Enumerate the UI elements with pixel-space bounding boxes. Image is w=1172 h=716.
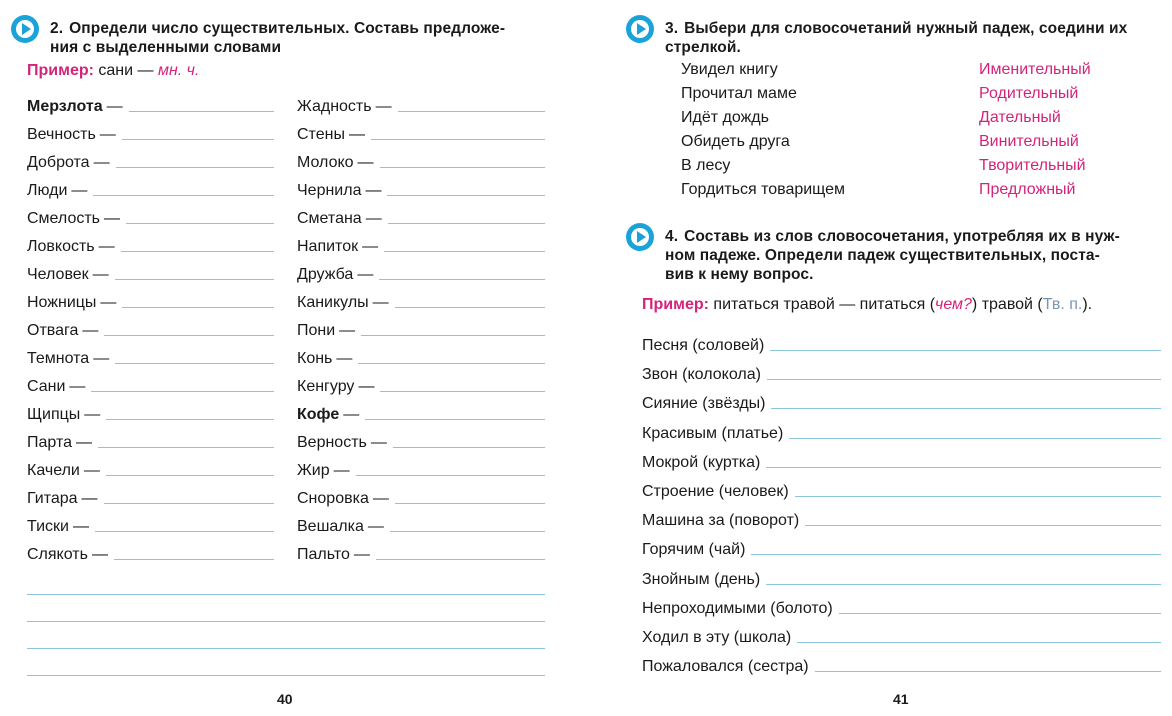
- phrase-label: Машина за (поворот): [642, 512, 800, 530]
- word-row: [297, 262, 545, 284]
- word-label: Кенгуру: [297, 378, 355, 395]
- phrase-label: Звон (колокола): [642, 366, 761, 384]
- answer-line[interactable]: [770, 350, 1161, 351]
- dash: —: [372, 294, 389, 311]
- dash: —: [367, 518, 384, 535]
- answer-line[interactable]: [115, 363, 274, 364]
- dash: —: [357, 154, 374, 171]
- word-row: [27, 150, 274, 172]
- word-row: [297, 542, 545, 564]
- dash: —: [362, 238, 379, 255]
- answer-line[interactable]: [839, 613, 1161, 614]
- word-label: Чернила: [297, 182, 362, 199]
- answer-line[interactable]: [815, 671, 1161, 672]
- task-marker-icon: [10, 14, 40, 44]
- dash: —: [92, 266, 109, 283]
- answer-line[interactable]: [106, 475, 274, 476]
- answer-line[interactable]: [358, 363, 545, 364]
- dash: —: [76, 434, 92, 451]
- answer-line[interactable]: [387, 195, 545, 196]
- answer-line[interactable]: [384, 251, 545, 252]
- word-row: [27, 486, 274, 508]
- case-item[interactable]: Творительный: [979, 157, 1086, 174]
- answer-line[interactable]: [95, 531, 274, 532]
- word-label: Ножницы: [27, 294, 97, 311]
- answer-line[interactable]: [395, 307, 545, 308]
- dash: —: [83, 462, 100, 479]
- word-row: [27, 318, 274, 340]
- word-row: [297, 94, 545, 116]
- word-label: Отвага: [27, 322, 79, 339]
- dash: —: [81, 490, 98, 507]
- answer-line[interactable]: [805, 525, 1161, 526]
- task-marker-icon: [625, 14, 655, 44]
- dash: —: [100, 294, 117, 311]
- answer-line[interactable]: [104, 335, 274, 336]
- phrase-exercise-row: [642, 508, 1161, 530]
- page-number: 41: [893, 691, 909, 707]
- dash: —: [106, 98, 123, 115]
- phrase-item[interactable]: Обидеть друга: [681, 133, 790, 150]
- word-row: [27, 290, 274, 312]
- answer-line[interactable]: [388, 223, 545, 224]
- dash: —: [365, 182, 382, 199]
- word-row: [297, 206, 545, 228]
- answer-line[interactable]: [797, 642, 1161, 643]
- word-label: Человек: [27, 266, 89, 283]
- dash: —: [365, 210, 382, 227]
- dash: —: [333, 462, 350, 479]
- answer-line[interactable]: [379, 279, 545, 280]
- word-label: Пальто: [297, 546, 350, 563]
- word-row: [297, 150, 545, 172]
- task-marker-icon: [625, 222, 655, 252]
- answer-line[interactable]: [98, 447, 274, 448]
- word-row: [27, 542, 274, 564]
- answer-line[interactable]: [121, 251, 274, 252]
- dash: —: [93, 350, 110, 367]
- word-label: Вечность: [27, 126, 96, 143]
- word-row: [27, 402, 274, 424]
- phrase-label: Пожаловался (сестра): [642, 658, 809, 676]
- dash: —: [343, 406, 360, 423]
- task4-title: 4. Составь из слов словосочетания, употребляя их в нуж- ном падеже. Определи падеж существительных, поста- вив к нему вопрос.: [665, 228, 1120, 283]
- phrase-label: Знойным (день): [642, 570, 761, 588]
- answer-line[interactable]: [795, 496, 1161, 497]
- phrase-exercise-row: [642, 625, 1161, 647]
- dash: —: [82, 322, 99, 339]
- word-label: Верность: [297, 434, 367, 451]
- phrase-item[interactable]: Увидел книгу: [681, 61, 778, 78]
- word-row: [297, 178, 545, 200]
- phrase-label: Красивым (платье): [642, 424, 784, 442]
- answer-line[interactable]: [106, 419, 274, 420]
- phrase-exercise-row: [642, 596, 1161, 618]
- case-item[interactable]: Именительный: [979, 61, 1091, 78]
- dash: —: [348, 126, 365, 143]
- dash: —: [72, 518, 89, 535]
- answer-line[interactable]: [27, 648, 545, 649]
- phrase-exercise-row: [642, 479, 1161, 501]
- word-row: [27, 514, 274, 536]
- word-label: Тиски: [27, 518, 69, 535]
- answer-line[interactable]: [356, 475, 545, 476]
- word-row: [297, 486, 545, 508]
- word-row: [27, 346, 274, 368]
- phrase-label: Ходил в эту (школа): [642, 629, 792, 646]
- task2-example: Пример: сани — мн. ч.: [27, 62, 200, 79]
- page-number: 40: [277, 691, 293, 707]
- phrase-exercise-row: [642, 333, 1161, 355]
- word-row: [27, 206, 274, 228]
- phrase-exercise-row: [642, 654, 1161, 676]
- phrase-item[interactable]: Идёт дождь: [681, 109, 769, 126]
- task2-title: 2. Определи число существительных. Составь предложе- ния с выделенными словами: [50, 20, 506, 56]
- word-label: Ловкость: [27, 238, 95, 255]
- word-label: Темнота: [27, 350, 90, 367]
- answer-line[interactable]: [767, 379, 1161, 380]
- answer-line[interactable]: [93, 195, 274, 196]
- word-label: Каникулы: [297, 294, 369, 311]
- answer-line[interactable]: [114, 559, 274, 560]
- phrase-label: Непроходимыми (болото): [642, 599, 833, 617]
- answer-line[interactable]: [361, 335, 545, 336]
- case-item[interactable]: Дательный: [979, 109, 1061, 126]
- dash: —: [98, 238, 115, 255]
- dash: —: [93, 154, 110, 171]
- answer-line[interactable]: [789, 438, 1161, 439]
- word-label: Конь: [297, 350, 333, 367]
- answer-line[interactable]: [27, 621, 545, 622]
- word-label: Кофе: [297, 406, 340, 423]
- word-row: [297, 290, 545, 312]
- answer-line[interactable]: [751, 554, 1161, 555]
- word-row: [27, 430, 274, 452]
- word-label: Мерзлота: [27, 98, 103, 115]
- word-label: Гитара: [27, 490, 78, 507]
- answer-line[interactable]: [371, 139, 545, 140]
- word-row: [297, 234, 545, 256]
- word-row: [297, 318, 545, 340]
- dash: —: [370, 434, 387, 451]
- answer-line[interactable]: [398, 111, 545, 112]
- case-item[interactable]: Родительный: [979, 85, 1079, 102]
- word-label: Доброта: [27, 154, 90, 171]
- phrase-exercise-row: [642, 362, 1161, 384]
- word-label: Жадность: [297, 98, 372, 115]
- task3-title: 3. Выбери для словосочетаний нужный падеж, соедини их стрелкой.: [665, 20, 1128, 56]
- word-row: [297, 346, 545, 368]
- phrase-label: Сияние (звёзды): [642, 395, 766, 413]
- word-label: Молоко: [297, 154, 354, 171]
- answer-line[interactable]: [380, 167, 545, 168]
- word-row: [27, 178, 274, 200]
- answer-line[interactable]: [393, 447, 545, 448]
- dash: —: [91, 546, 108, 563]
- phrase-label: Мокрой (куртка): [642, 453, 761, 471]
- phrase-exercise-row: [642, 421, 1161, 443]
- dash: —: [339, 322, 356, 339]
- answer-line[interactable]: [122, 307, 274, 308]
- word-row: [297, 430, 545, 452]
- word-label: Качели: [27, 462, 80, 479]
- dash: —: [104, 210, 120, 227]
- word-row: [297, 514, 545, 536]
- phrase-label: Горячим (чай): [642, 541, 746, 559]
- word-row: [297, 458, 545, 480]
- answer-line[interactable]: [27, 594, 545, 595]
- dash: —: [336, 350, 353, 367]
- word-label: Щипцы: [27, 406, 81, 423]
- phrase-exercise-row: [642, 450, 1161, 472]
- word-row: [27, 234, 274, 256]
- word-row: [27, 374, 274, 396]
- answer-line[interactable]: [129, 111, 274, 112]
- phrase-item[interactable]: Прочитал маме: [681, 85, 797, 102]
- answer-line[interactable]: [380, 391, 545, 392]
- task4-example: Пример: питаться травой — питаться (чем?) травой (Тв. п.).: [642, 296, 1093, 313]
- dash: —: [358, 378, 375, 395]
- word-row: [27, 94, 274, 116]
- phrase-label: Песня (соловей): [642, 337, 765, 354]
- answer-line[interactable]: [376, 559, 545, 560]
- phrase-label: Строение (человек): [642, 483, 789, 500]
- answer-line[interactable]: [115, 279, 274, 280]
- dash: —: [69, 378, 86, 395]
- answer-line[interactable]: [122, 139, 274, 140]
- case-item[interactable]: Предложный: [979, 181, 1076, 198]
- case-item[interactable]: Винительный: [979, 133, 1079, 150]
- word-row: [27, 262, 274, 284]
- word-label: Вешалка: [297, 518, 364, 535]
- phrase-exercise-row: [642, 391, 1161, 413]
- word-label: Стены: [297, 126, 345, 143]
- right-page: [586, 0, 1172, 716]
- word-label: Парта: [27, 434, 72, 451]
- word-label: Сани: [27, 378, 66, 395]
- dash: —: [353, 546, 370, 563]
- answer-line[interactable]: [91, 391, 274, 392]
- answer-line[interactable]: [766, 467, 1161, 468]
- phrase-exercise-row: [642, 567, 1161, 589]
- answer-line[interactable]: [116, 167, 274, 168]
- phrase-item[interactable]: Гордиться товарищем: [681, 181, 846, 198]
- dash: —: [71, 182, 88, 199]
- word-label: Сметана: [297, 210, 362, 227]
- word-label: Жир: [297, 462, 330, 479]
- word-label: Люди: [27, 182, 68, 199]
- word-row: [297, 374, 545, 396]
- dash: —: [99, 126, 116, 143]
- word-row: [297, 122, 545, 144]
- word-row: [297, 402, 545, 424]
- word-label: Сноровка: [297, 490, 369, 507]
- answer-line[interactable]: [766, 584, 1161, 585]
- word-label: Дружба: [297, 266, 354, 283]
- dash: —: [372, 490, 389, 507]
- word-row: [27, 122, 274, 144]
- phrase-exercise-row: [642, 537, 1161, 559]
- word-label: Пони: [297, 322, 336, 339]
- dash: —: [357, 266, 374, 283]
- dash: —: [84, 406, 101, 423]
- answer-line[interactable]: [365, 419, 545, 420]
- answer-line[interactable]: [27, 675, 545, 676]
- word-label: Слякоть: [27, 546, 88, 563]
- answer-line[interactable]: [771, 408, 1161, 409]
- phrase-item[interactable]: В лесу: [681, 157, 731, 174]
- word-row: [27, 458, 274, 480]
- dash: —: [375, 98, 392, 115]
- answer-line[interactable]: [395, 503, 545, 504]
- answer-line[interactable]: [104, 503, 274, 504]
- word-label: Напиток: [297, 238, 359, 255]
- answer-line[interactable]: [390, 531, 545, 532]
- answer-line[interactable]: [126, 223, 274, 224]
- word-label: Смелость: [27, 210, 100, 227]
